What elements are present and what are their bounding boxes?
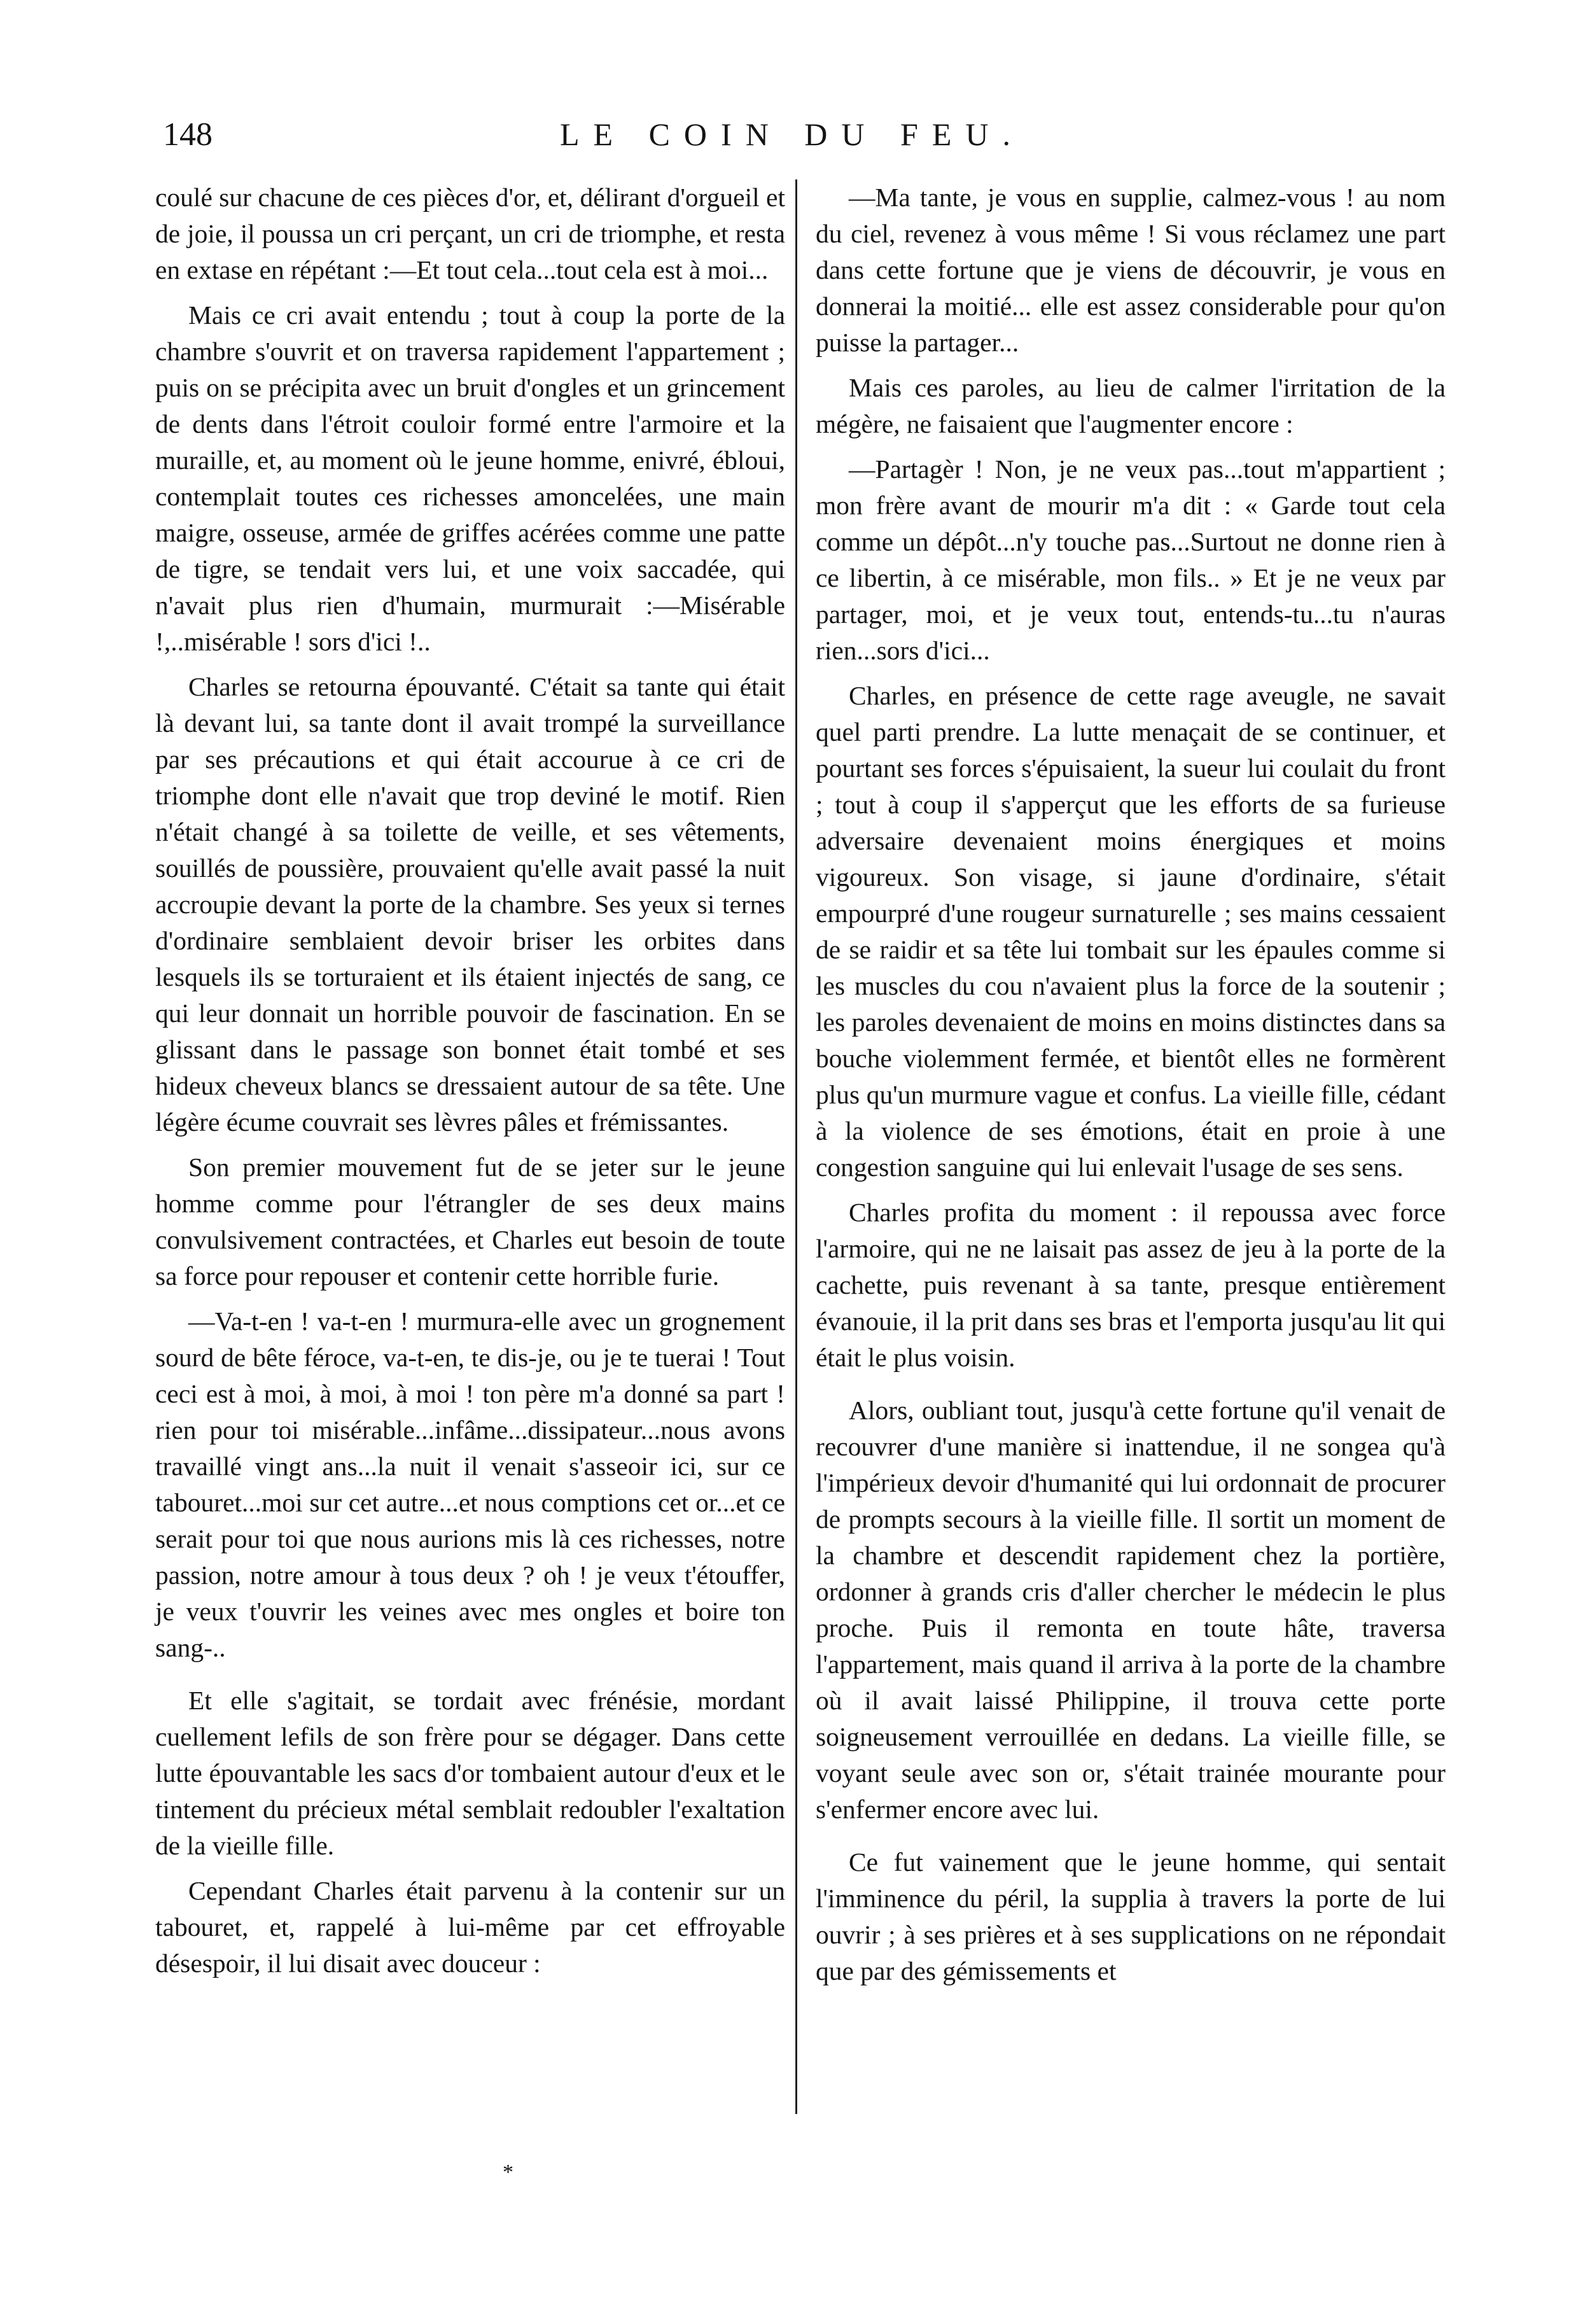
- paragraph: Charles, en présence de cette rage aveugle, ne savait quel parti prendre. La lutte menaçait de se continuer, et pourtant ses forces s'épuisaient, la sueur lui coulait du front ; tout à coup il s'apperçut que les efforts de sa furieuse adversaire devenaient moins énergiques et moins vigoureux. Son visage, si jaune d'ordinaire, s'était empourpré d'une rougeur surnaturelle ; ses mains cessaient de se raidir et sa tête lui tombait sur les épaules comme si les muscles du cou n'avaient plus la force de la soutenir ; les paroles devenaient de moins en moins distinctes dans sa bouche violemment fermée, et bientôt elles ne formèrent plus qu'un murmure vague et confus. La vieille fille, cédant à la violence de ses émotions, était en proie à une congestion sanguine qui lui enlevait l'usage de ses sens.: [816, 681, 1446, 1182]
- paragraph: —Ma tante, je vous en supplie, calmez-vous ! au nom du ciel, revenez à vous même ! Si vous réclamez une part dans cette fortune que je viens de découvrir, je vous en donnerai la moitié... elle est assez considerable pour qu'on puisse la partager...: [816, 183, 1446, 357]
- signature-mark: *: [503, 2160, 513, 2184]
- running-title: LE COIN DU FEU.: [560, 116, 1024, 152]
- paragraph: Charles se retourna épouvanté. C'était sa tante qui était là devant lui, sa tante dont il avait trompé la surveillance par ses précautions et qui était accourue à ce cri de triomphe dont elle n'avait que trop deviné le motif. Rien n'était changé à sa toilette de veille, et ses vêtements, souillés de poussière, prouvaient qu'elle avait passé la nuit accroupie devant la porte de la chambre. Ses yeux si ternes d'ordinaire semblaient devoir briser les orbites dans lesquels ils se torturaient et ils étaient injectés de sang, ce qui leur donnait un horrible pouvoir de fascination. En se glissant dans le passage son bonnet était tombé et ses hideux cheveux blancs se dressaient autour de sa tête. Une légère écume couvrait ses lèvres pâles et frémissantes.: [155, 672, 785, 1137]
- paragraph: coulé sur chacune de ces pièces d'or, et, délirant d'orgueil et de joie, il poussa un cri perçant, un cri de triomphe, et resta en extase en répétant :—Et tout cela...tout cela est à moi...: [155, 183, 785, 284]
- paragraph: Alors, oubliant tout, jusqu'à cette fortune qu'il venait de recouvrer d'une manière si inattendue, il ne songea qu'à l'impérieux devoir d'humanité qui lui ordonnait de procurer de prompts secours à la vieille fille. Il sortit un moment de la chambre et descendit rapidement chez la portière, ordonner à grands cris d'aller chercher le médecin le plus proche. Puis il remonta en toute hâte, traversa l'appartement, mais quand il arriva à la porte de la chambre où il avait laissé Philippine, il trouva cette porte soigneusement verrouillée en dedans. La vieille fille, se voyant seule avec son or, s'était trainée mourante pour s'enfermer encore avec lui.: [816, 1396, 1446, 1824]
- right-column: [816, 179, 1446, 2120]
- left-column: [155, 179, 785, 2120]
- paragraph: Cependant Charles était parvenu à la contenir sur un tabouret, et, rappelé à lui-même par cet effroyable désespoir, il lui disait avec douceur :: [155, 1876, 785, 1978]
- paragraph: Mais ce cri avait entendu ; tout à coup la porte de la chambre s'ouvrit et on traversa rapidement l'appartement ; puis on se précipita avec un bruit d'ongles et un grincement de dents dans l'étroit couloir formé entre l'armoire et la muraille, et, au moment où le jeune homme, enivré, ébloui, contemplait toutes ces richesses amoncelées, une main maigre, osseuse, armée de griffes acérées comme une patte de tigre, se tendait vers lui, et une voix saccadée, qui n'avait plus rien d'humain, murmurait :—Misérable !,..misérable ! sors d'ici !..: [155, 300, 785, 656]
- column-divider: [795, 179, 797, 2114]
- paragraph: Mais ces paroles, au lieu de calmer l'irritation de la mégère, ne faisaient que l'augmenter encore :: [816, 373, 1446, 438]
- paragraph: —Partagèr ! Non, je ne veux pas...tout m'appartient ; mon frère avant de mourir m'a dit : « Garde tout cela comme un dépôt...n'y touche pas...Surtout ne donne rien à ce libertin, à ce misérable, mon fils.. » Et je ne veux par partager, moi, et je veux tout, entends-tu...tu n'auras rien...sors d'ici...: [816, 454, 1446, 665]
- paragraph: Ce fut vainement que le jeune homme, qui sentait l'imminence du péril, la supplia à travers la porte de lui ouvrir ; à ses prières et à ses supplications on ne répondait que par des gémissements et: [816, 1847, 1446, 1985]
- paragraph: Charles profita du moment : il repoussa avec force l'armoire, qui ne ne laisait pas assez de jeu à la porte de la cachette, puis revenant à sa tante, presque entièrement évanouie, il la prit dans ses bras et l'emporta jusqu'au lit qui était le plus voisin.: [816, 1198, 1446, 1372]
- page-number: 148: [163, 116, 213, 153]
- paragraph: Et elle s'agitait, se tordait avec frénésie, mordant cuellement lefils de son frère pour se dégager. Dans cette lutte épouvantable les sacs d'or tombaient autour d'eux et le tintement du précieux métal semblait redoubler l'exaltation de la vieille fille.: [155, 1686, 785, 1860]
- page-header: [153, 116, 1432, 160]
- paragraph: Son premier mouvement fut de se jeter sur le jeune homme comme pour l'étrangler de ses deux mains convulsivement contractées, et Charles eut besoin de toute sa force pour repouser et contenir cette horrible furie.: [155, 1152, 785, 1291]
- paragraph: —Va-t-en ! va-t-en ! murmura-elle avec un grognement sourd de bête féroce, va-t-en, te dis-je, ou je te tuerai ! Tout ceci est à moi, à moi, à moi ! ton père m'a donné sa part ! rien pour toi misérable...infâme...dissipateur...nous avons travaillé vingt ans...la nuit il venait s'asseoir ici, sur ce tabouret...moi sur cet autre...et nous comptions cet or...et ce serait pour toi que nous aurions mis là ces richesses, notre passion, notre amour à tous deux ? oh ! je veux t'étouffer, je veux t'ouvrir les veines avec mes ongles et boire ton sang-..: [155, 1306, 785, 1662]
